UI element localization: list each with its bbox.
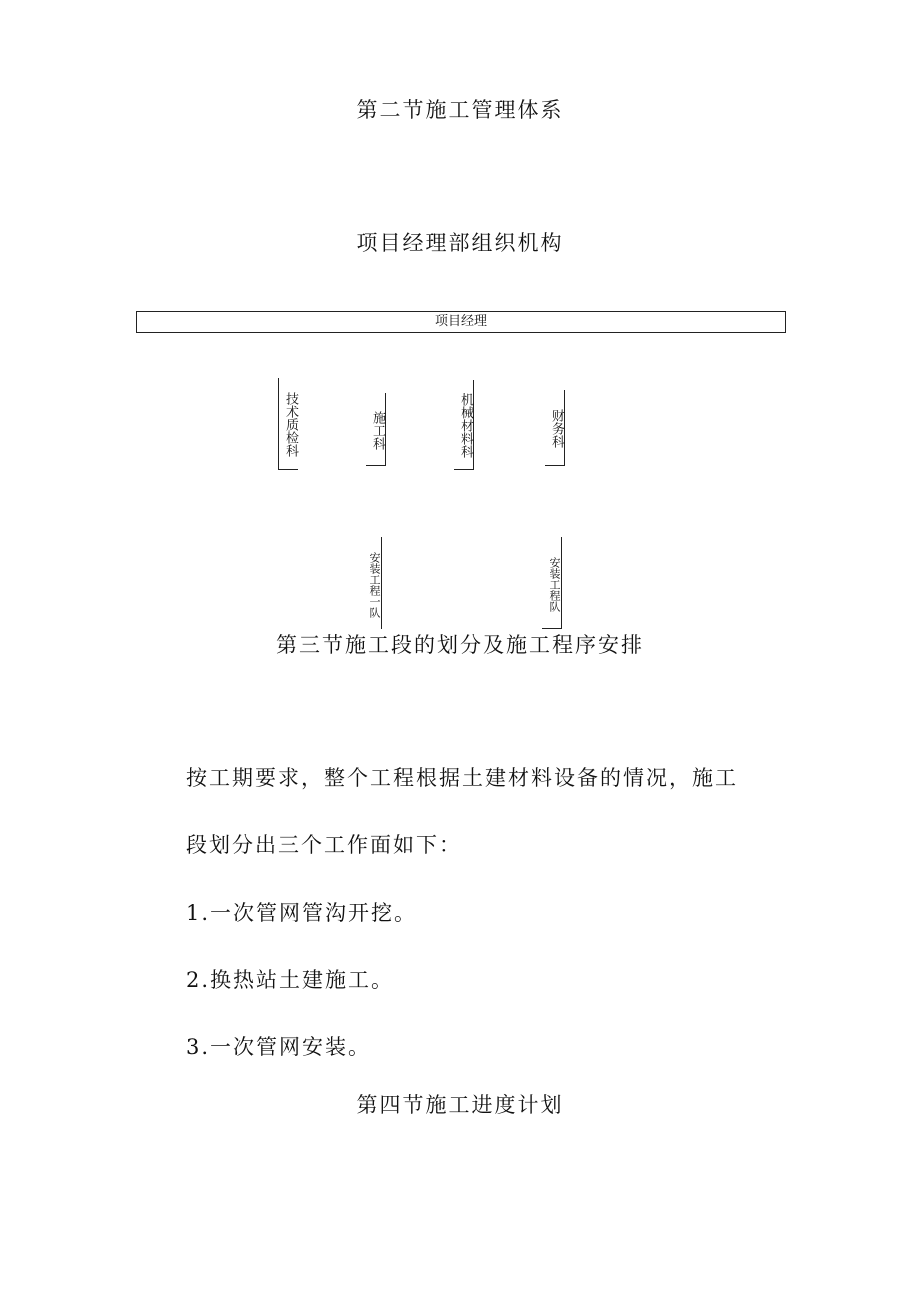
section-2-title: 第二节施工管理体系 [356,98,564,122]
org-node-tech-quality-dept: 技术质检科 [278,378,298,470]
list-item: 2.换热站土建施工。 [186,968,395,992]
org-node-finance-dept: 财务科 [545,390,565,466]
org-node-machinery-materials-dept: 机械材料科 [454,380,474,470]
intro-paragraph-line-1: 按工期要求，整个工程根据土建材料设备的情况，施工 [186,766,738,790]
list-item: 1.一次管网管沟开挖。 [186,901,418,925]
section-3-title: 第三节施工段的划分及施工程序安排 [276,633,644,657]
org-node-project-manager: 项目经理 [136,311,786,333]
list-item: 3.一次管网安装。 [186,1035,372,1059]
org-node-install-team-2: 安装工程队 [542,537,562,629]
org-node-install-team-1: 安装工程一队 [362,537,382,629]
section-4-title: 第四节施工进度计划 [356,1093,564,1117]
intro-paragraph-line-2: 段划分出三个工作面如下： [186,833,462,857]
org-node-construction-dept: 施工科 [366,393,386,466]
org-chart-title: 项目经理部组织机构 [356,231,564,255]
